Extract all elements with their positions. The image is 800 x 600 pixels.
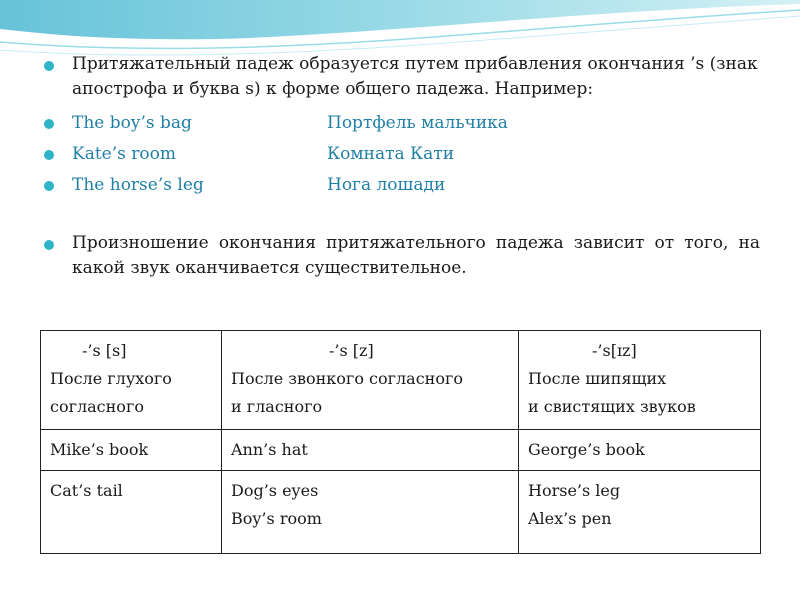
table-cell: [222, 430, 519, 471]
table-cell: [222, 471, 519, 554]
example-english: Kate’s room: [72, 144, 176, 164]
header-rule-line: согласного: [50, 397, 144, 416]
table-cell: [519, 430, 761, 471]
cell-text: George’s book: [528, 440, 645, 459]
slide-content: [40, 52, 760, 281]
ending-z: -’s [z]: [329, 341, 374, 360]
example-item: [40, 170, 760, 201]
cell-text: Mike’s book: [50, 440, 149, 459]
bullet-dot-icon: [44, 150, 54, 160]
table-header-cell: [41, 331, 222, 430]
table-header-cell: [222, 331, 519, 430]
table-header-cell: [519, 331, 761, 430]
ending-s: -’s [s]: [82, 341, 127, 360]
table-row: [41, 430, 761, 471]
example-english: The boy’s bag: [72, 113, 192, 133]
header-rule-line: и свистящих звуков: [528, 397, 696, 416]
cell-text: Horse’s leg: [528, 481, 621, 500]
example-russian: Нога лошади: [327, 175, 446, 195]
example-russian: Портфель мальчика: [327, 113, 508, 133]
example-item: [40, 108, 760, 139]
table-cell: [41, 471, 222, 554]
intro-text: Притяжательный падеж образуется путем прибавления окончания ’s (знак апострофа и буква s) к форме общего падежа. Например:: [72, 54, 758, 99]
bullet-dot-icon: [44, 119, 54, 129]
bullet-dot-icon: [44, 61, 54, 71]
intro-paragraph: [40, 52, 760, 102]
header-rule-line: После звонкого согласного: [231, 369, 463, 388]
cell-text: Ann’s hat: [231, 440, 308, 459]
example-item: [40, 139, 760, 170]
bullet-dot-icon: [44, 240, 54, 250]
example-russian: Комната Кати: [327, 144, 455, 164]
header-rule-line: и гласного: [231, 397, 323, 416]
example-english: The horse’s leg: [72, 175, 204, 195]
cell-text: Boy’s room: [231, 509, 322, 528]
table-cell: [519, 471, 761, 554]
pronunciation-paragraph: [40, 231, 760, 281]
header-rule-line: После шипящих: [528, 369, 667, 388]
cell-text: Dog’s eyes: [231, 481, 319, 500]
ending-iz: -’s[ɪz]: [592, 341, 637, 360]
bullet-dot-icon: [44, 181, 54, 191]
pronunciation-text: Произношение окончания притяжательного падежа зависит от того, на какой звук оканчивается существительное.: [72, 233, 760, 278]
pronunciation-table: [40, 330, 761, 554]
table-row: [41, 471, 761, 554]
table-header-row: [41, 331, 761, 430]
cell-text: Alex’s pen: [528, 509, 612, 528]
table-cell: [41, 430, 222, 471]
header-rule-line: После глухого: [50, 369, 172, 388]
cell-text: Cat’s tail: [50, 481, 123, 500]
